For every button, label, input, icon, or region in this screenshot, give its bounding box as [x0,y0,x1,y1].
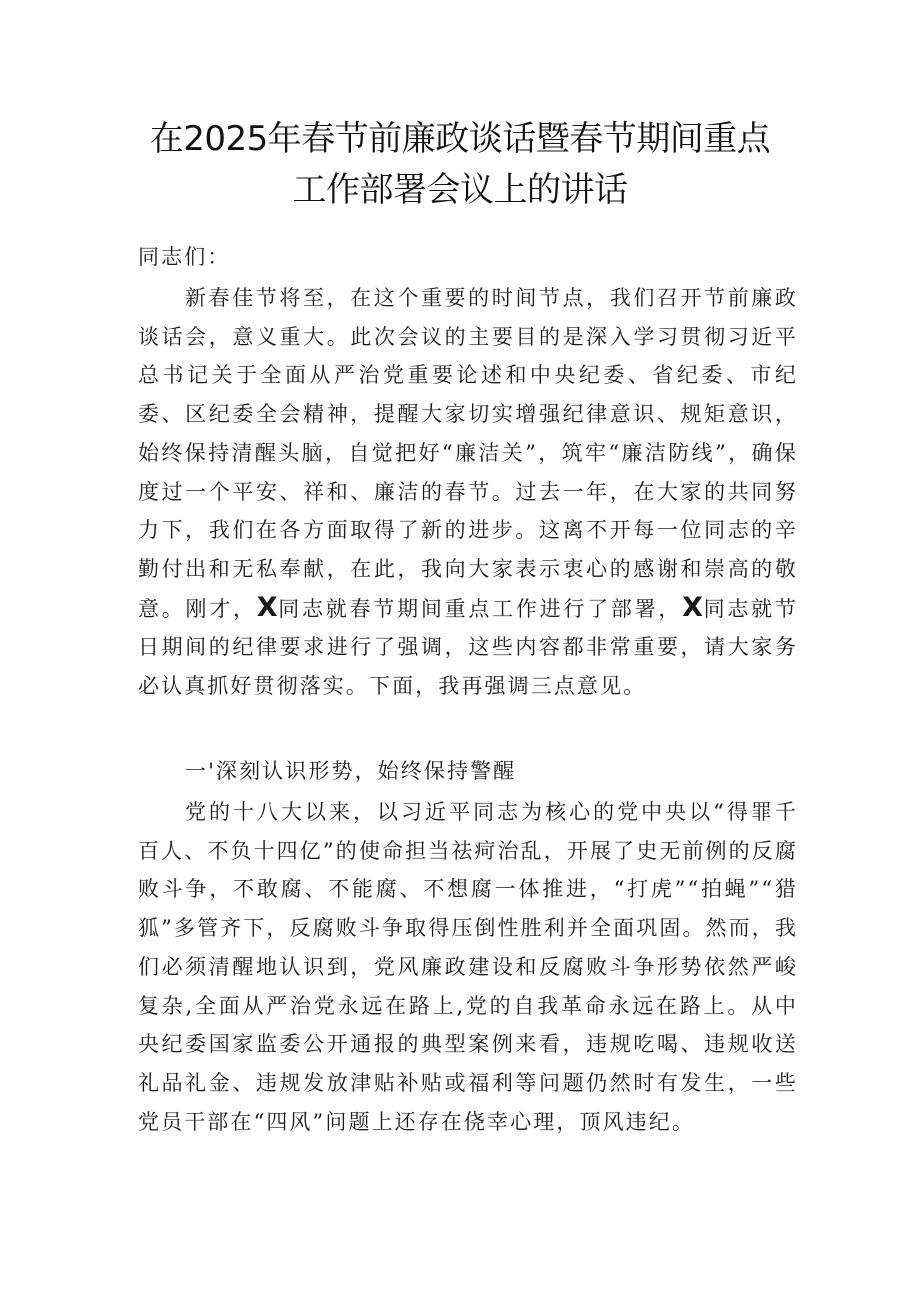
paragraph-opening-text-3: 同志就节日期间的纪律要求进行了强调，这些内容都非常重要，请大家务必认真抓好贯彻落实。下面，我再强调三点意见。 [138,596,799,699]
salutation: 同志们： [138,245,231,269]
section-heading-1: 一'深刻认识形势，始终保持警醒 [185,759,517,783]
paragraph-section-1: 党的十八大以来，以习近平同志为核心的党中央以“得罪千百人、不负十四亿”的使命担当祛疴治乱，开展了史无前例的反腐败斗争，不敢腐、不能腐、不想腐一体推进，“打虎”“拍蝇”“猎狐”多管齐下，反腐败斗争取得压倒性胜利并全面巩固。然而，我们必须清醒地认识到，党风廉政建设和反腐败斗争形势依然严峻复杂,全面从严治党永远在路上,党的自我革命永远在路上。从中央纪委国家监委公开通报的典型案例来看，违规吃喝、违规收送礼品礼金、违规发放津贴补贴或福利等问题仍然时有发生，一些党员干部在“四风”问题上还存在侥幸心理，顶风违纪。 [138,800,798,1134]
paragraph-opening-text-2: 同志就春节期间重点工作进行了部署， [277,596,683,621]
document-title-line-1: 在2025年春节前廉政谈话暨春节期间重点 [149,119,771,159]
placeholder-name-2: X [682,591,703,623]
document-title-line-2: 工作部署会议上的讲话 [292,170,628,210]
placeholder-name-1: X [256,591,278,623]
paragraph-opening-text-1: 新春佳节将至，在这个重要的时间节点，我们召开节前廉政谈话会，意义重大。此次会议的主要目的是深入学习贯彻习近平总书记关于全面从严治党重要论述和中央纪委、省纪委、市纪委、区纪委全会精神，提醒大家切实增强纪律意识、规矩意识，始终保持清醒头脑，自觉把好“廉洁关”，筑牢“廉洁防线”，确保度过一个平安、祥和、廉洁的春节。过去一年，在大家的共同努力下，我们在各方面取得了新的进步。这离不开每一位同志的辛勤付出和无私奉献，在此，我向大家表示衷心的感谢和崇高的敬意。刚才， [138,286,798,621]
paragraph-opening [138,279,798,706]
